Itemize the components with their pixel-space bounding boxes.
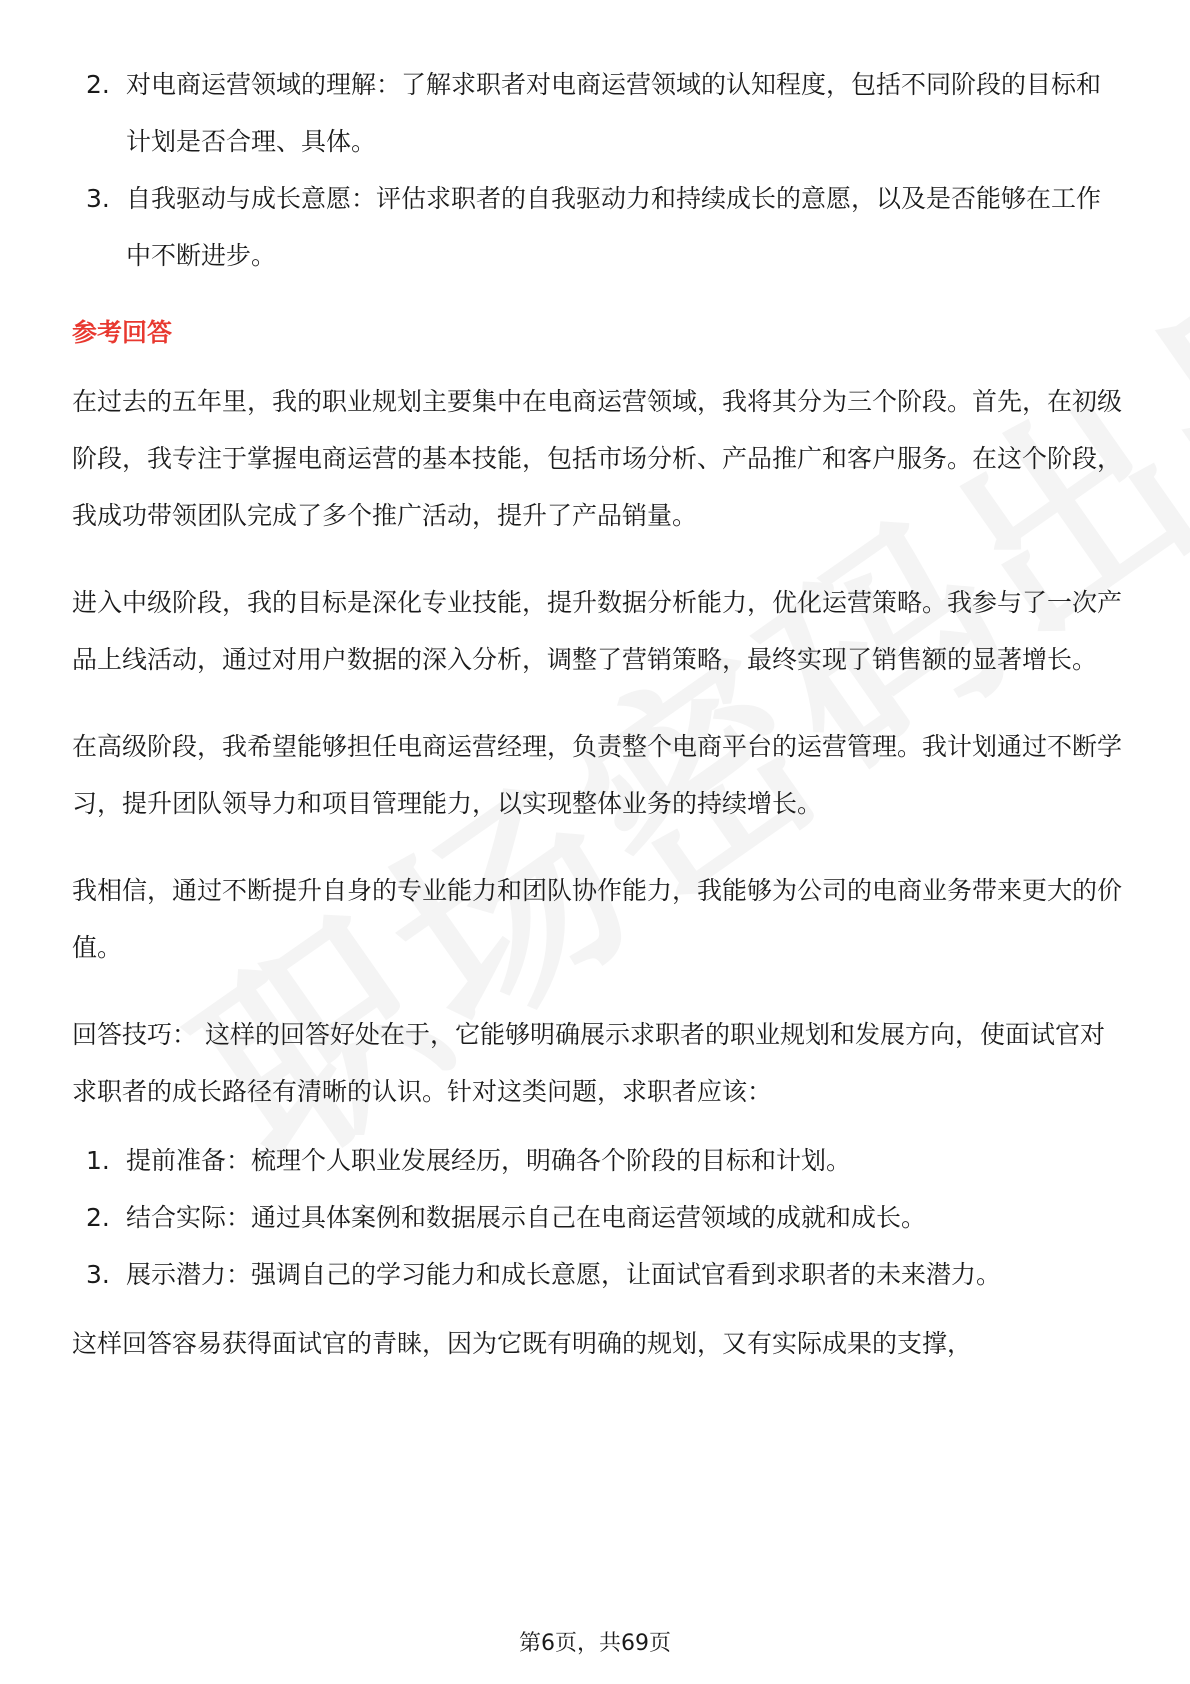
list-item-text: 评估求职者的自我驱动力和持续成长的意愿，以及是否能够在工作中不断进步。	[126, 184, 1102, 270]
answer-paragraph: 进入中级阶段，我的目标是深化专业技能，提升数据分析能力，优化运营策略。我参与了一次产品上线活动，通过对用户数据的深入分析，调整了营销策略，最终实现了销售额的显著增长。	[72, 588, 1123, 674]
list-item	[72, 1132, 1124, 1189]
list-item-title: 自我驱动与成长意愿：	[126, 184, 377, 213]
list-item	[72, 1189, 1124, 1246]
list-item-text: 了解求职者对电商运营领域的认知程度，包括不同阶段的目标和计划是否合理、具体。	[126, 70, 1102, 156]
tips-intro-paragraph: 回答技巧： 这样的回答好处在于，它能够明确展示求职者的职业规划和发展方向，使面试官对求职者的成长路径有清晰的认识。针对这类问题，求职者应该：	[72, 1020, 1105, 1106]
list-item-title: 展示潜力：	[126, 1260, 252, 1289]
list-number: 3.	[86, 1260, 110, 1289]
page-footer: 第6页，共69页	[519, 1631, 671, 1656]
list-number: 2.	[86, 1203, 110, 1232]
list-item-title: 结合实际：	[126, 1203, 252, 1232]
section-heading: 参考回答	[72, 318, 173, 347]
list-item-text: 梳理个人职业发展经历，明确各个阶段的目标和计划。	[251, 1146, 852, 1175]
tips-list	[72, 1132, 1124, 1303]
answer-paragraph: 在高级阶段，我希望能够担任电商运营经理，负责整个电商平台的运营管理。我计划通过不断学习，提升团队领导力和项目管理能力，以实现整体业务的持续增长。	[72, 732, 1123, 818]
list-item	[72, 1246, 1124, 1303]
list-item-title: 提前准备：	[126, 1146, 252, 1175]
list-number: 2.	[86, 70, 110, 99]
list-number: 1.	[86, 1146, 110, 1175]
answer-paragraph: 我相信，通过不断提升自身的专业能力和团队协作能力，我能够为公司的电商业务带来更大的价值。	[72, 876, 1123, 962]
list-item-text: 强调自己的学习能力和成长意愿，让面试官看到求职者的未来潜力。	[251, 1260, 1002, 1289]
evaluation-points-list	[72, 56, 1124, 284]
closing-paragraph: 这样回答容易获得面试官的青睐，因为它既有明确的规划，又有实际成果的支撑，	[72, 1329, 973, 1358]
answer-paragraph: 在过去的五年里，我的职业规划主要集中在电商运营领域，我将其分为三个阶段。首先，在初级阶段，我专注于掌握电商运营的基本技能，包括市场分析、产品推广和客户服务。在这个阶段，我成功带领团队完成了多个推广活动，提升了产品销量。	[72, 387, 1123, 530]
list-item	[72, 170, 1124, 284]
list-number: 3.	[86, 184, 110, 213]
list-item-title: 对电商运营领域的理解：	[126, 70, 402, 99]
list-item-text: 通过具体案例和数据展示自己在电商运营领域的成就和成长。	[251, 1203, 927, 1232]
document-page	[72, 56, 1124, 1372]
list-item	[72, 56, 1124, 170]
